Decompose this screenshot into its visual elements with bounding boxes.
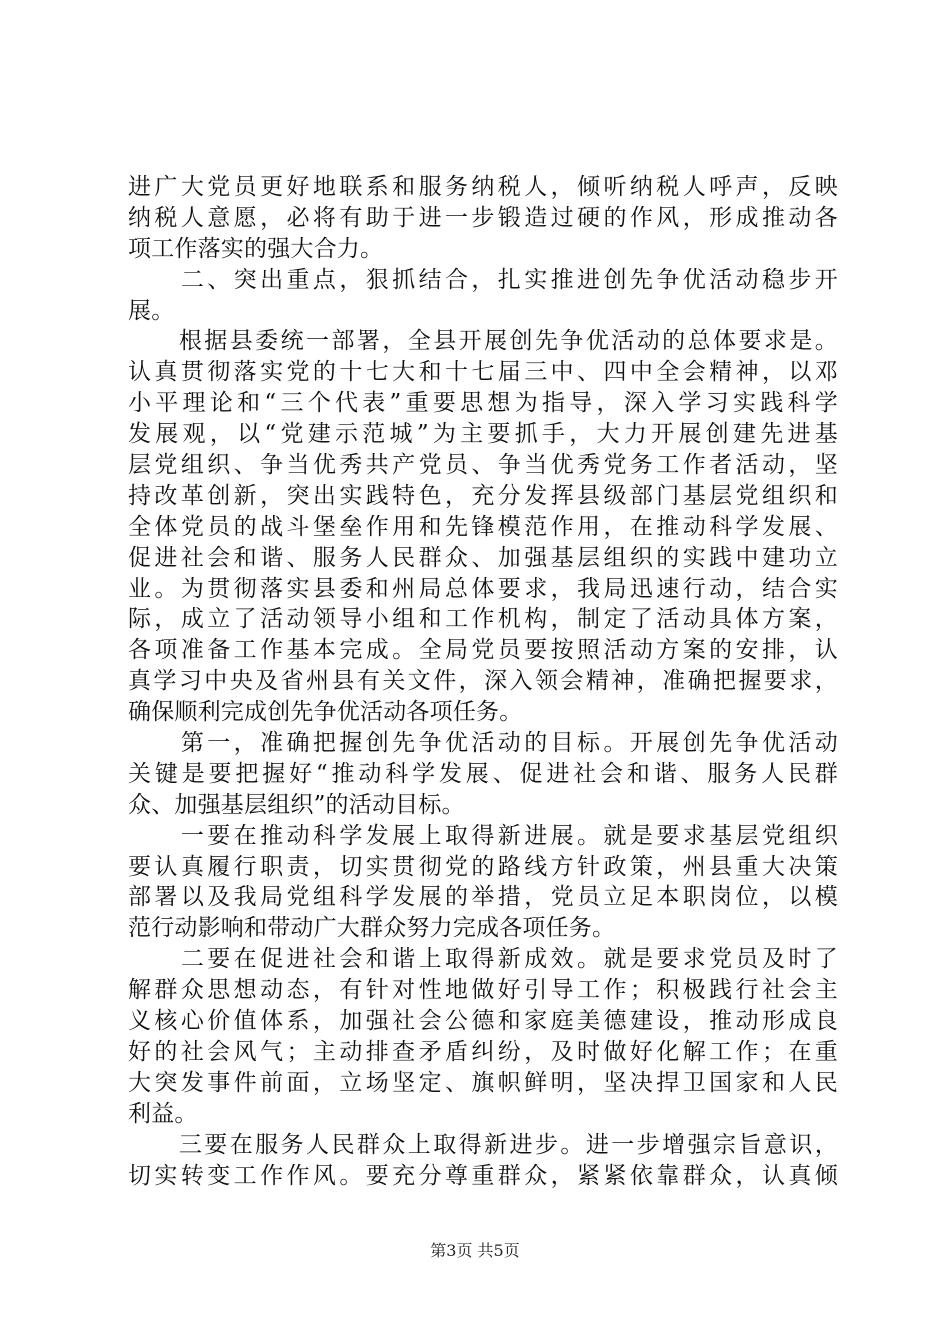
text-line: 促进社会和谐、服务人民群众、加强基层组织的实践中建功立 — [128, 544, 838, 571]
text-line: 小平理论和“三个代表”重要思想为指导，深入学习实践科学 — [128, 390, 838, 417]
text-line: 真学习中央及省州县有关文件，深入领会精神，准确把握要求， — [128, 668, 838, 695]
text-line: 义核心价值体系，加强社会公德和家庭美德建设，推动形成良 — [128, 1008, 838, 1035]
text-line: 展。 — [128, 297, 175, 324]
text-line: 切实转变工作作风。要充分尊重群众，紧紧依靠群众，认真倾 — [128, 1162, 838, 1189]
text-line: 各项准备工作基本完成。全局党员要按照活动方案的安排，认 — [128, 637, 838, 664]
text-line: 要认真履行职责，切实贯彻党的路线方针政策，州县重大决策 — [128, 853, 838, 880]
text-line: 层党组织、争当优秀共产党员、争当优秀党务工作者活动，坚 — [128, 452, 838, 479]
body-text — [128, 172, 838, 1191]
text-line: 二、突出重点，狠抓结合，扎实推进创先争优活动稳步开 — [128, 266, 838, 293]
text-line: 进广大党员更好地联系和服务纳税人，倾听纳税人呼声，反映 — [128, 174, 838, 200]
page-footer: 第3页 共5页 — [430, 1241, 520, 1260]
text-line: 二要在促进社会和谐上取得新成效。就是要求党员及时了 — [128, 946, 838, 973]
text-line: 好的社会风气；主动排查矛盾纠纷，及时做好化解工作；在重 — [128, 1038, 838, 1065]
text-line: 部署以及我局党组科学发展的举措，党员立足本职岗位，以模 — [128, 884, 838, 911]
text-line: 全体党员的战斗堡垒作用和先锋模范作用，在推动科学发展、 — [128, 513, 838, 540]
text-line: 业。为贯彻落实县委和州局总体要求，我局迅速行动，结合实 — [128, 575, 838, 602]
text-line: 一要在推动科学发展上取得新进展。就是要求基层党组织 — [128, 822, 838, 849]
text-line: 纳税人意愿，必将有助于进一步锻造过硬的作风，形成推动各 — [128, 204, 838, 231]
text-line: 关键是要把握好“推动科学发展、促进社会和谐、服务人民群 — [128, 760, 838, 787]
text-line: 范行动影响和带动广大群众努力完成各项任务。 — [128, 915, 616, 942]
text-line: 众、加强基层组织”的活动目标。 — [128, 791, 465, 818]
text-line: 利益。 — [128, 1100, 198, 1127]
text-line: 项工作落实的强大合力。 — [128, 235, 384, 262]
text-line: 三要在服务人民群众上取得新进步。进一步增强宗旨意识， — [128, 1131, 838, 1158]
text-line: 认真贯彻落实党的十七大和十七届三中、四中全会精神，以邓 — [128, 359, 838, 386]
text-line: 解群众思想动态，有针对性地做好引导工作；积极践行社会主 — [128, 977, 838, 1004]
text-line: 际，成立了活动领导小组和工作机构，制定了活动具体方案， — [128, 606, 838, 633]
text-line: 确保顺利完成创先争优活动各项任务。 — [128, 699, 523, 726]
text-line: 大突发事件前面，立场坚定、旗帜鲜明，坚决捍卫国家和人民 — [128, 1069, 838, 1096]
text-line: 第一，准确把握创先争优活动的目标。开展创先争优活动 — [128, 730, 838, 757]
text-line: 根据县委统一部署，全县开展创先争优活动的总体要求是。 — [128, 328, 838, 355]
text-line: 发展观，以“党建示范城”为主要抓手，大力开展创建先进基 — [128, 421, 838, 448]
text-line: 持改革创新，突出实践特色，充分发挥县级部门基层党组织和 — [128, 482, 838, 509]
